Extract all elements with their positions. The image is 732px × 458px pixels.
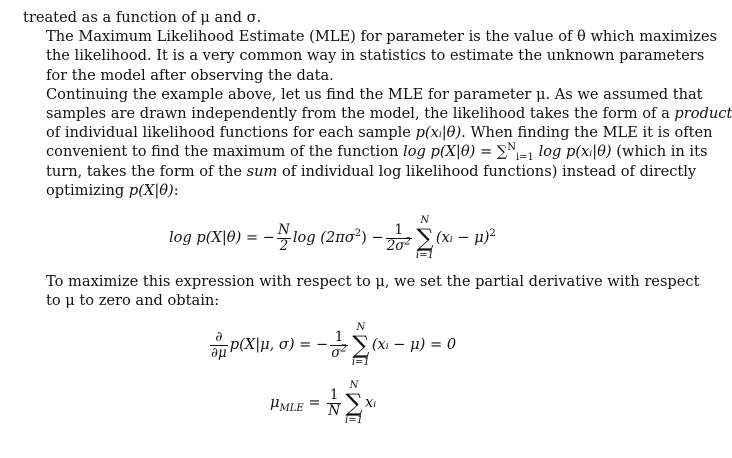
fraction: $\frac{1}{\sigma^2}$ bbox=[331, 328, 347, 361]
inline-math: p(X|θ) bbox=[128, 181, 174, 199]
text-line: of individual likelihood functions for each sample p(xᵢ|θ). When finding the MLE it is often bbox=[46, 124, 713, 142]
text-line: To maximize this expression with respect to μ, we set the partial derivative with respect bbox=[46, 273, 700, 290]
fraction: $\frac{\partial}{\partial\mu}$ bbox=[211, 328, 227, 361]
text-line: for the model after observing the data. bbox=[46, 66, 334, 84]
paper-page bbox=[23, 8, 732, 200]
text-line: convenient to find the maximum of the function log p(X|θ) = ∑$^N_{i=1}$ log p(xᵢ|θ) (which in its bbox=[46, 142, 708, 164]
text-line: the likelihood. It is a very common way in statistics to estimate the unknown parameters bbox=[46, 47, 705, 65]
fraction: $\frac{1}{2\sigma^2}$ bbox=[386, 221, 411, 254]
fraction: $\frac{1}{N}$ bbox=[328, 386, 341, 419]
paragraph-mle-definition bbox=[23, 27, 717, 85]
summation: N ∑ i=1 bbox=[415, 215, 434, 261]
fraction: $\frac{N}{2}$ bbox=[278, 221, 290, 254]
text-line: The Maximum Likelihood Estimate (MLE) for parameter is the value of θ which maximizes bbox=[46, 28, 717, 46]
emphasis-product: product bbox=[674, 105, 732, 123]
equation-mu-mle: $\mu_{MLE}$ = $\frac{1}{N}$ N ∑ i=1 xᵢ bbox=[270, 380, 377, 426]
inline-math: p(xᵢ|θ) bbox=[415, 124, 462, 142]
intro-line: treated as a function of μ and σ. bbox=[23, 9, 262, 26]
summation: N ∑ i=1 bbox=[345, 380, 363, 426]
text-line: optimizing p(X|θ): bbox=[46, 181, 179, 199]
paragraph-maximize bbox=[23, 272, 700, 310]
paragraph-mle-example bbox=[23, 85, 732, 200]
text-line: to μ to zero and obtain: bbox=[46, 292, 220, 310]
emphasis-sum: sum bbox=[246, 162, 278, 180]
text-line: Continuing the example above, let us find the MLE for parameter μ. As we assumed that bbox=[46, 85, 703, 103]
text-line: turn, takes the form of the sum of individual log likelihood functions) instead of directly bbox=[46, 162, 697, 180]
inline-math-log-likelihood: log p(X|θ) = ∑$^N_{i=1}$ log p(xᵢ|θ) bbox=[403, 142, 612, 164]
text-line: samples are drawn independently from the model, the likelihood takes the form of a product bbox=[46, 105, 732, 123]
summation: N ∑ i=1 bbox=[351, 322, 370, 368]
equation-log-likelihood: log p(X|θ) = − $\frac{N}{2}$ $\log (2\pi\sigma^2)$ − $\frac{1}{2\sigma^2}$ N ∑ i=1 (xᵢ − μ)$^2$ bbox=[169, 215, 496, 261]
equation-partial-derivative: $\frac{\partial}{\partial\mu}$ p(X|μ, σ) = − $\frac{1}{\sigma^2}$ N ∑ i=1 (xᵢ − μ) = 0 bbox=[211, 322, 457, 368]
